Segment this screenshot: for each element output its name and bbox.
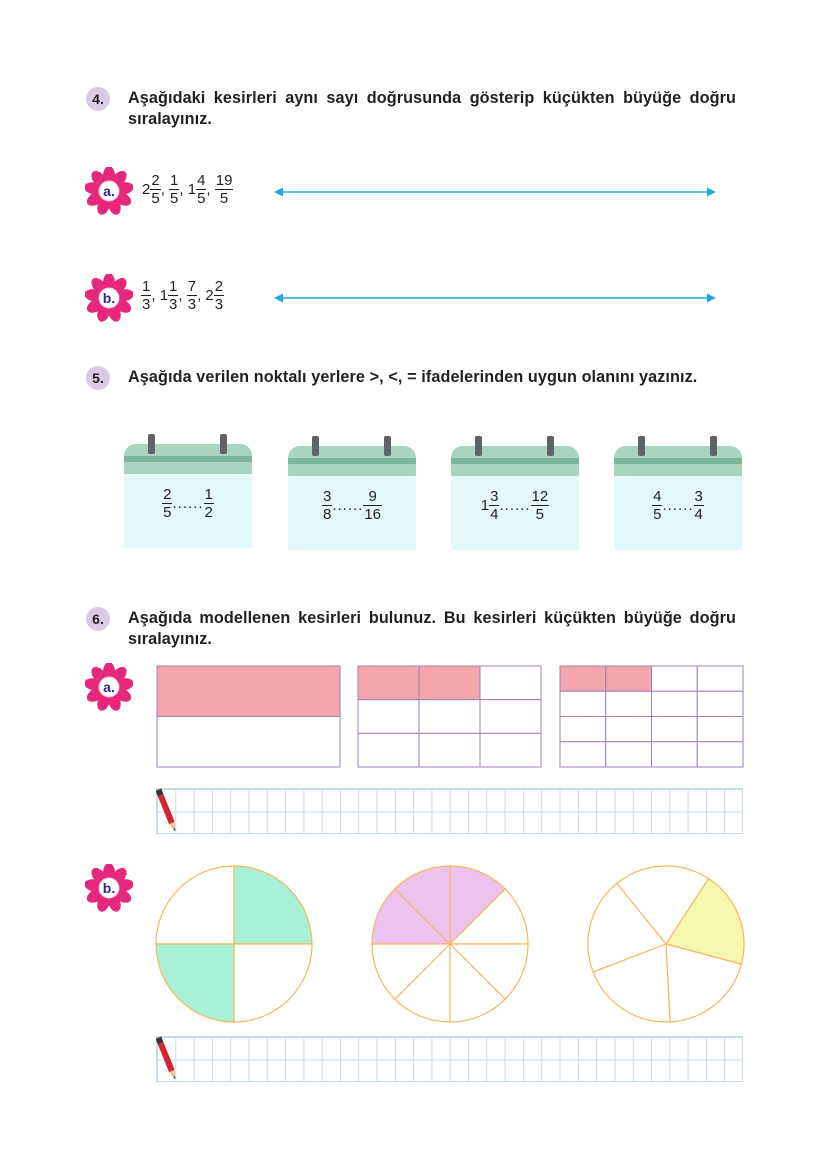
- calendar-stripe: [451, 458, 579, 464]
- separator: ,: [160, 181, 165, 198]
- unshaded-part: [697, 691, 743, 716]
- denominator: 4: [490, 506, 499, 523]
- comparison-1[interactable]: [124, 486, 252, 521]
- unshaded-part: [419, 700, 480, 734]
- question-6-text: Aşağıda modellenen kesirleri bulunuz. Bu kesirleri küçükten büyüğe doğru sıralayınız.: [128, 609, 736, 648]
- calendar-card-4: [614, 436, 742, 550]
- unshaded-part: [606, 717, 652, 742]
- separator: ,: [206, 181, 211, 198]
- comparison-4[interactable]: [614, 488, 742, 523]
- q4b-item4-whole: 2: [205, 287, 214, 304]
- unshaded-part: [560, 691, 606, 716]
- unshaded-part: [652, 717, 698, 742]
- q4a-item2-num: 1: [170, 172, 179, 189]
- q4a-item2-den: 5: [170, 190, 179, 207]
- denominator: 2: [204, 504, 213, 521]
- calendar3-left-fraction: [489, 488, 499, 523]
- q4a-item3-num: 4: [197, 172, 206, 189]
- question-5-text: Aşağıda verilen noktalı yerlere >, <, = ifadelerinden uygun olanını yazınız.: [128, 368, 698, 386]
- unshaded-part: [652, 666, 698, 691]
- q4b-item4-num: 2: [214, 278, 224, 295]
- unshaded-sector: [156, 866, 234, 944]
- comparison-blank[interactable]: ......: [662, 497, 694, 514]
- question-5-number: 5.: [86, 366, 110, 390]
- question-6-number: 6.: [86, 607, 110, 631]
- pencil-icon: [156, 786, 178, 836]
- comparison-2[interactable]: [288, 488, 416, 523]
- flower-a-label: a.: [103, 183, 115, 199]
- rect-model-1: [156, 665, 341, 768]
- unshaded-part: [697, 717, 743, 742]
- numerator: 3: [694, 488, 703, 505]
- circle-model-2: [369, 863, 531, 1025]
- denominator: 5: [535, 506, 545, 523]
- unshaded-part: [606, 691, 652, 716]
- number-line-a[interactable]: [274, 186, 716, 198]
- calendar-card-3: [451, 436, 579, 550]
- calendar4-right-fraction: [694, 488, 704, 523]
- comparison-blank[interactable]: ......: [172, 495, 204, 512]
- calendar-card-1: [124, 434, 252, 548]
- numerator: 3: [490, 488, 499, 505]
- q4b-item4-den: 3: [214, 296, 224, 313]
- denominator: 4: [694, 506, 703, 523]
- separator: ,: [178, 287, 183, 304]
- calendar-ring-icon: [547, 436, 554, 456]
- q4b-item2-fraction: [168, 278, 178, 313]
- unshaded-part: [480, 666, 541, 700]
- shaded-part: [560, 666, 606, 691]
- unshaded-part: [358, 733, 419, 767]
- numerator: 1: [204, 486, 213, 503]
- separator: ,: [151, 287, 156, 304]
- pencil-icon: [156, 1034, 178, 1084]
- calendar3-right-fraction: [531, 488, 550, 523]
- unshaded-part: [480, 733, 541, 767]
- shaded-part: [157, 666, 340, 717]
- q4a-item3-fraction: [196, 172, 206, 207]
- shaded-part: [606, 666, 652, 691]
- q4b-item3-fraction: [187, 278, 197, 313]
- unshaded-part: [652, 742, 698, 767]
- unshaded-part: [560, 742, 606, 767]
- unshaded-part: [606, 742, 652, 767]
- calendar-ring-icon: [638, 436, 645, 456]
- numerator: 3: [322, 488, 332, 505]
- q4b-item4-fraction: [214, 278, 224, 313]
- rect-model-3: [559, 665, 744, 768]
- q4b-item2-num: 1: [169, 278, 178, 295]
- unshaded-part: [419, 733, 480, 767]
- calendar-ring-icon: [710, 436, 717, 456]
- calendar-ring-icon: [148, 434, 155, 454]
- calendar-stripe: [614, 458, 742, 464]
- comparison-blank[interactable]: ......: [499, 497, 531, 514]
- denominator: 5: [653, 506, 662, 523]
- calendar2-left-fraction: [322, 488, 332, 523]
- comparison-3[interactable]: [451, 488, 579, 523]
- calendar-ring-icon: [384, 436, 391, 456]
- q4b-fraction-list: [141, 278, 224, 313]
- q4b-item2-den: 3: [169, 296, 178, 313]
- separator: ,: [179, 181, 184, 198]
- q4b-item1-num: 1: [142, 278, 151, 295]
- q4a-item1-whole: 2: [142, 181, 151, 198]
- calendar-stripe: [288, 458, 416, 464]
- numerator: 9: [363, 488, 382, 506]
- numerator: 12: [531, 488, 549, 505]
- q4b-item1-fraction: [141, 278, 151, 313]
- q4a-fraction-list: [142, 172, 233, 207]
- circle-model-1: [153, 863, 315, 1025]
- calendar-card-2: [288, 436, 416, 550]
- unshaded-part: [652, 691, 698, 716]
- unshaded-part: [697, 666, 743, 691]
- q4a-item4-fraction: [215, 172, 234, 207]
- unshaded-part: [480, 700, 541, 734]
- shaded-sector: [156, 944, 234, 1022]
- q4a-item3-den: 5: [197, 190, 206, 207]
- calendar1-left-fraction: [162, 486, 172, 521]
- q4b-item3-num: 7: [187, 278, 197, 295]
- flower-6a-label: a.: [103, 679, 115, 695]
- unshaded-part: [560, 717, 606, 742]
- calendar3-left-whole: 1: [480, 497, 490, 514]
- calendar2-right-fraction: [363, 488, 382, 523]
- q4a-item1-fraction: [150, 172, 160, 207]
- shaded-part: [419, 666, 480, 700]
- q4a-item4-den: 5: [219, 190, 229, 207]
- calendar-ring-icon: [475, 436, 482, 456]
- q4b-item3-den: 3: [187, 296, 197, 313]
- answer-grid-b[interactable]: [156, 1036, 743, 1082]
- number-line-b[interactable]: [274, 292, 716, 304]
- comparison-blank[interactable]: ......: [332, 497, 364, 514]
- unshaded-part: [358, 700, 419, 734]
- calendar-stripe: [124, 456, 252, 462]
- answer-grid-a[interactable]: [156, 788, 743, 834]
- numerator: 4: [653, 488, 662, 505]
- flower-6b-label: b.: [102, 880, 116, 896]
- question-4-text: Aşağıdaki kesirleri aynı sayı doğrusunda gösterip küçükten büyüğe doğru sıralayınız.: [128, 89, 736, 128]
- calendar4-left-fraction: [652, 488, 662, 523]
- shaded-sector: [234, 866, 312, 944]
- q4a-item1-den: 5: [151, 190, 160, 207]
- calendar-ring-icon: [312, 436, 319, 456]
- rect-model-2: [357, 665, 542, 768]
- denominator: 5: [163, 504, 172, 521]
- denominator: 8: [322, 506, 332, 523]
- separator: ,: [197, 287, 202, 304]
- shaded-part: [358, 666, 419, 700]
- numerator: 2: [163, 486, 172, 503]
- unshaded-part: [697, 742, 743, 767]
- unshaded-sector: [234, 944, 312, 1022]
- q4a-item2-fraction: [169, 172, 179, 207]
- unshaded-part: [157, 717, 340, 768]
- q4b-item2-whole: 1: [159, 287, 169, 304]
- q4a-item3-whole: 1: [187, 181, 197, 198]
- q4b-item1-den: 3: [142, 296, 151, 313]
- calendar-ring-icon: [220, 434, 227, 454]
- q4a-item4-num: 19: [215, 172, 233, 189]
- flower-b-label: b.: [102, 290, 116, 306]
- circle-model-3: [585, 863, 747, 1025]
- question-4-number: 4.: [86, 87, 110, 111]
- calendar1-right-fraction: [204, 486, 214, 521]
- q4a-item1-num: 2: [151, 172, 160, 189]
- denominator: 16: [364, 506, 382, 523]
